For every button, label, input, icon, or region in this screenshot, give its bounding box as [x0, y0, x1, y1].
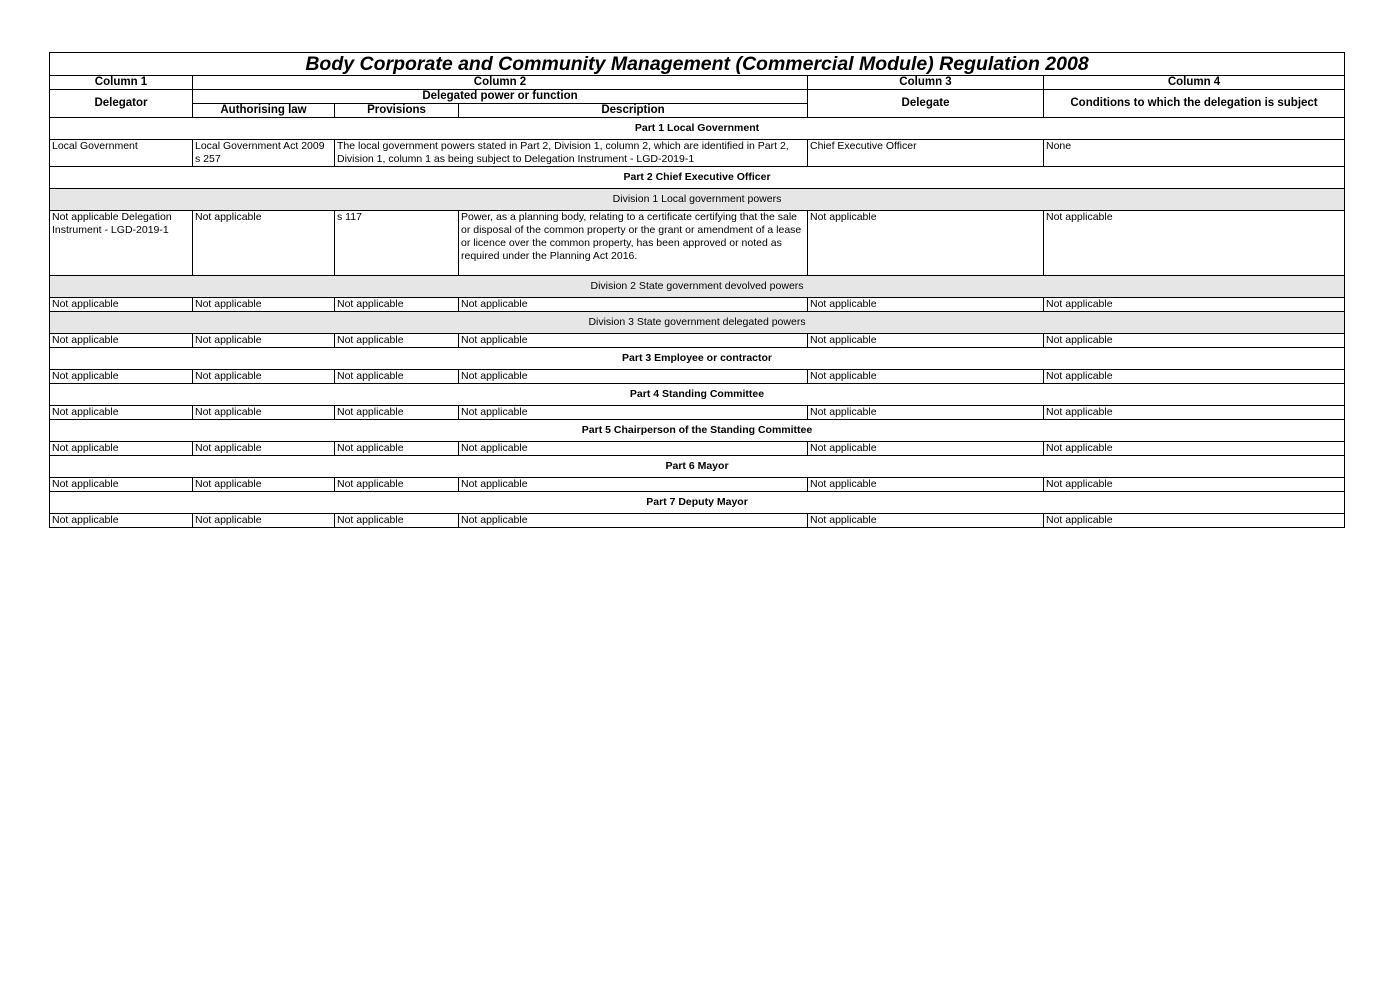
delegate-cell: Not applicable	[808, 298, 1044, 312]
delegator-cell: Not applicable	[50, 370, 193, 384]
division-heading: Division 1 Local government powers	[50, 189, 1345, 211]
delegate-cell: Not applicable	[808, 211, 1044, 276]
table-row	[50, 370, 1345, 384]
provision-cell: s 117	[335, 211, 459, 276]
provision-cell: Not applicable	[335, 334, 459, 348]
delegate-cell: Chief Executive Officer	[808, 140, 1044, 167]
delegator-cell: Not applicable	[50, 298, 193, 312]
column-number-row	[50, 76, 1345, 90]
delegated-power-header: Delegated power or function	[193, 90, 808, 104]
conditions-cell: Not applicable	[1044, 478, 1345, 492]
description-cell: Not applicable	[459, 334, 808, 348]
section-heading: Part 6 Mayor	[50, 456, 1345, 478]
description-cell: Power, as a planning body, relating to a certificate certifying that the sale or disposal of the common property or the grant or amendment of a lease or licence over the common property, has been approved or noted as required under the Planning Act 2016.	[459, 211, 808, 276]
authorising-law-cell: Not applicable	[193, 442, 335, 456]
provision-cell: Not applicable	[335, 370, 459, 384]
authorising-law-cell: Not applicable	[193, 370, 335, 384]
authorising-law-cell: Not applicable	[193, 334, 335, 348]
delegate-cell: Not applicable	[808, 514, 1044, 528]
provision-cell: Not applicable	[335, 514, 459, 528]
authorising-law-cell: Not applicable	[193, 211, 335, 276]
description-cell: Not applicable	[459, 370, 808, 384]
delegation-table	[49, 52, 1345, 528]
table-row	[50, 140, 1345, 167]
authorising-law-cell: Not applicable	[193, 298, 335, 312]
table-row	[50, 211, 1345, 276]
document-title: Body Corporate and Community Management (Commercial Module) Regulation 2008	[50, 53, 1345, 76]
conditions-cell: Not applicable	[1044, 406, 1345, 420]
section-heading: Part 4 Standing Committee	[50, 384, 1345, 406]
column-2-header: Column 2	[193, 76, 808, 90]
section-heading: Part 3 Employee or contractor	[50, 348, 1345, 370]
section-heading: Part 1 Local Government	[50, 118, 1345, 140]
conditions-cell: Not applicable	[1044, 514, 1345, 528]
column-title-row	[50, 90, 1345, 104]
conditions-cell: Not applicable	[1044, 442, 1345, 456]
delegation-register-sheet	[49, 52, 1344, 528]
delegate-cell: Not applicable	[808, 442, 1044, 456]
section-row	[50, 384, 1345, 406]
delegate-cell: Not applicable	[808, 406, 1044, 420]
conditions-cell: None	[1044, 140, 1345, 167]
description-cell: Not applicable	[459, 514, 808, 528]
description-cell: Not applicable	[459, 442, 808, 456]
description-cell: Not applicable	[459, 406, 808, 420]
conditions-cell: Not applicable	[1044, 370, 1345, 384]
delegate-cell: Not applicable	[808, 478, 1044, 492]
authorising-law-header: Authorising law	[193, 104, 335, 118]
table-row	[50, 334, 1345, 348]
conditions-header: Conditions to which the delegation is subject	[1044, 90, 1345, 118]
division-row	[50, 189, 1345, 211]
conditions-cell: Not applicable	[1044, 298, 1345, 312]
column-3-header: Column 3	[808, 76, 1044, 90]
conditions-cell: Not applicable	[1044, 211, 1345, 276]
section-heading: Part 2 Chief Executive Officer	[50, 167, 1345, 189]
conditions-cell: Not applicable	[1044, 334, 1345, 348]
delegate-cell: Not applicable	[808, 370, 1044, 384]
section-row	[50, 420, 1345, 442]
description-cell: The local government powers stated in Part 2, Division 1, column 2, which are identified in Part 2, Division 1, column 1 as being subject to Delegation Instrument - LGD-2019-1	[335, 140, 808, 167]
table-row	[50, 406, 1345, 420]
description-cell: Not applicable	[459, 298, 808, 312]
division-heading: Division 2 State government devolved powers	[50, 276, 1345, 298]
provision-cell: Not applicable	[335, 442, 459, 456]
section-heading: Part 7 Deputy Mayor	[50, 492, 1345, 514]
delegator-cell: Not applicable	[50, 334, 193, 348]
column-4-header: Column 4	[1044, 76, 1345, 90]
delegator-cell: Not applicable	[50, 478, 193, 492]
authorising-law-cell: Not applicable	[193, 478, 335, 492]
delegator-cell: Not applicable Delegation Instrument - LGD-2019-1	[50, 211, 193, 276]
provision-cell: Not applicable	[335, 298, 459, 312]
table-row	[50, 514, 1345, 528]
authorising-law-cell: Not applicable	[193, 514, 335, 528]
delegator-header: Delegator	[50, 90, 193, 118]
authorising-law-cell: Not applicable	[193, 406, 335, 420]
section-row	[50, 348, 1345, 370]
division-heading: Division 3 State government delegated powers	[50, 312, 1345, 334]
delegator-cell: Not applicable	[50, 514, 193, 528]
column-1-header: Column 1	[50, 76, 193, 90]
delegator-cell: Local Government	[50, 140, 193, 167]
section-row	[50, 492, 1345, 514]
delegate-cell: Not applicable	[808, 334, 1044, 348]
delegate-header: Delegate	[808, 90, 1044, 118]
provisions-header: Provisions	[335, 104, 459, 118]
section-row	[50, 118, 1345, 140]
division-row	[50, 276, 1345, 298]
table-row	[50, 478, 1345, 492]
division-row	[50, 312, 1345, 334]
table-row	[50, 298, 1345, 312]
section-row	[50, 456, 1345, 478]
section-heading: Part 5 Chairperson of the Standing Committee	[50, 420, 1345, 442]
delegator-cell: Not applicable	[50, 442, 193, 456]
delegator-cell: Not applicable	[50, 406, 193, 420]
authorising-law-cell: Local Government Act 2009 s 257	[193, 140, 335, 167]
provision-cell: Not applicable	[335, 406, 459, 420]
description-cell: Not applicable	[459, 478, 808, 492]
description-header: Description	[459, 104, 808, 118]
provision-cell: Not applicable	[335, 478, 459, 492]
title-row	[50, 53, 1345, 76]
table-row	[50, 442, 1345, 456]
section-row	[50, 167, 1345, 189]
